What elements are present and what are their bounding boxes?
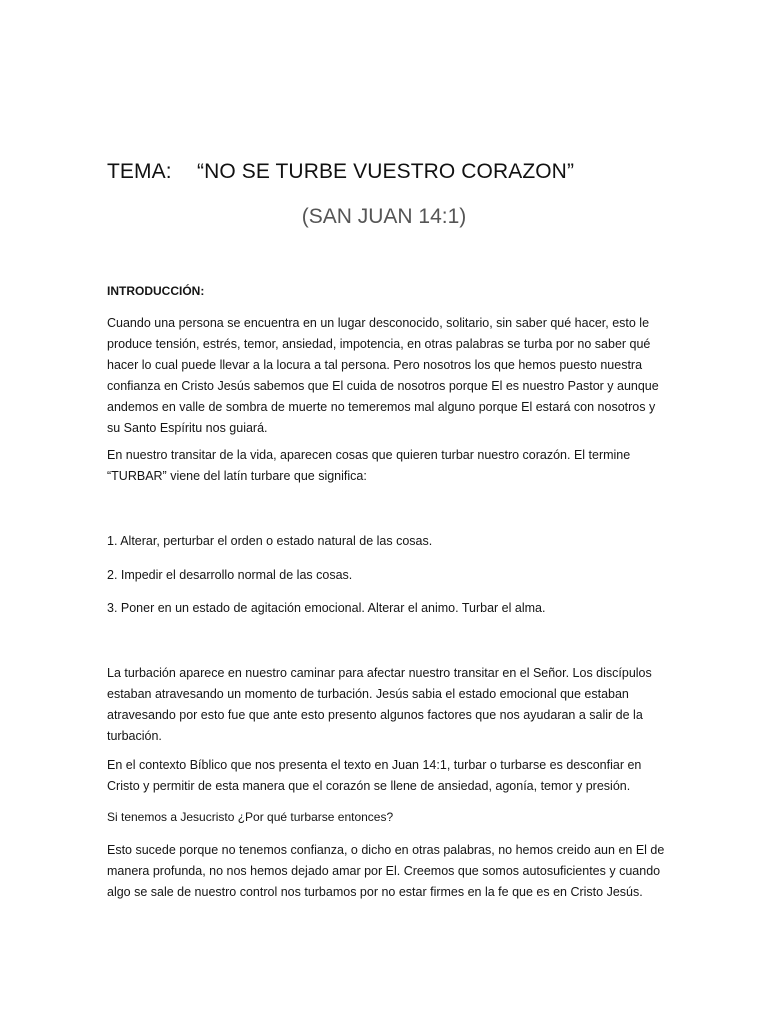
intro-heading: INTRODUCCIÓN: — [107, 284, 205, 298]
definition-list-2 — [107, 565, 667, 586]
question-block — [107, 807, 667, 828]
subtitle-text: (SAN JUAN 14:1) — [301, 205, 467, 228]
paragraph-contexto — [107, 755, 667, 797]
intro-heading-block — [107, 281, 667, 302]
paragraph-confianza — [107, 840, 667, 903]
definition-item-3: 3. Poner en un estado de agitación emocional. Alterar el animo. Turbar el alma. — [107, 601, 546, 615]
title-text: “NO SE TURBE VUESTRO CORAZON” — [197, 160, 575, 183]
definition-item-2: 2. Impedir el desarrollo normal de las cosas. — [107, 568, 353, 582]
paragraph-intro — [107, 313, 667, 439]
definition-list-3 — [107, 598, 667, 619]
paragraph-turbar — [107, 445, 667, 487]
title-label: TEMA: — [107, 160, 172, 183]
paragraph-1: Cuando una persona se encuentra en un lugar desconocido, solitario, sin saber qué hacer, esto le produce tensión, estrés, temor, ansiedad, impotencia, en otras palabras se turba por no saber qué hacer lo cual puede llevar a la locura a tal persona. Pero nosotros los que hemos puesto nuestra confianza en Cristo Jesús sabemos que El cuida de nosotros porque El es nuestro Pastor y aunque andemos en valle de sombra de muerte no temeremos mal alguno porque El estará con nosotros y su Santo Espíritu nos guiará. — [107, 316, 659, 435]
definition-item-1: 1. Alterar, perturbar el orden o estado natural de las cosas. — [107, 534, 433, 548]
paragraph-3: La turbación aparece en nuestro caminar para afectar nuestro transitar en el Señor. Los discípulos estaban atravesando un momento de turbación. Jesús sabia el estado emocional que estaban atravesando por esto fue que ante esto presento algunos factores que nos ayudaran a salir de la turbación. — [107, 666, 652, 743]
document-subtitle — [0, 205, 768, 229]
definition-list — [107, 531, 667, 552]
paragraph-2: En nuestro transitar de la vida, aparecen cosas que quieren turbar nuestro corazón. El termine “TURBAR” viene del latín turbare que significa: — [107, 448, 631, 483]
paragraph-6: Esto sucede porque no tenemos confianza, o dicho en otras palabras, no hemos creido aun en El de manera profunda, no nos hemos dejado amar por El. Creemos que somos autosuficientes y cuando algo se sale de nuestro control nos turbamos por no estar firmes en la fe que es en Cristo Jesús. — [107, 843, 665, 899]
document-title — [107, 160, 574, 184]
paragraph-turbacion — [107, 663, 667, 747]
paragraph-4: En el contexto Bíblico que nos presenta el texto en Juan 14:1, turbar o turbarse es desconfiar en Cristo y permitir de esta manera que el corazón se llene de ansiedad, agonía, temor y presión. — [107, 758, 642, 793]
paragraph-5: Si tenemos a Jesucristo ¿Por qué turbarse entonces? — [107, 810, 394, 824]
